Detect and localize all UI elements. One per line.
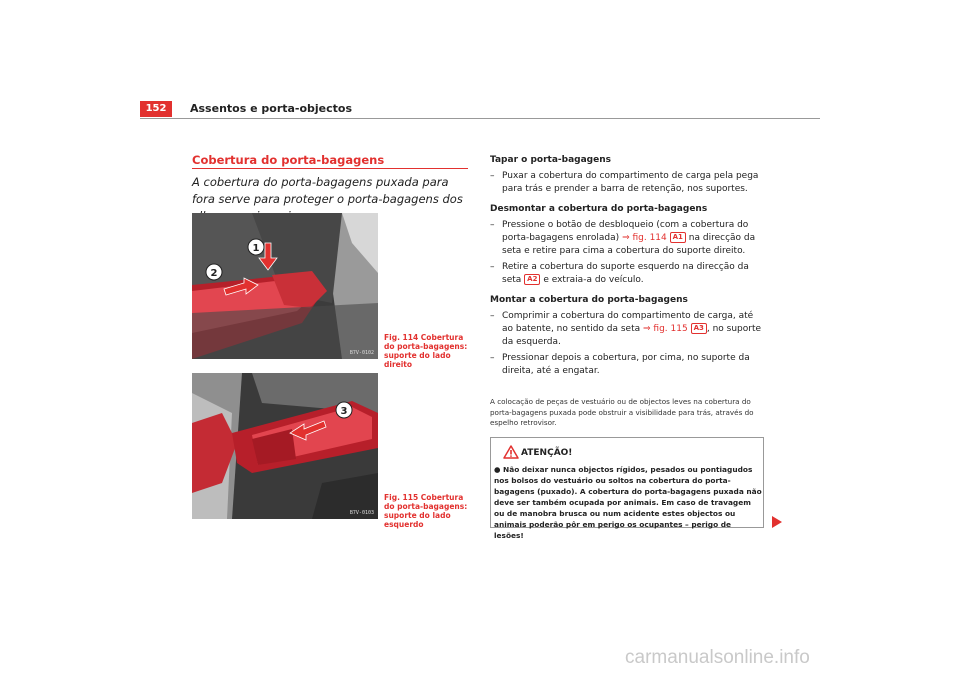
figure-115-callout-3: 3 xyxy=(340,406,348,417)
figure-115-image xyxy=(192,373,378,519)
remove-step-1: – Pressione o botão de desbloqueio (com a cobertura do porta-bagagens enrolada) ⇒ fig. 114 A1 na direcção da seta e retire para cima a cobertura do suporte direito. xyxy=(490,220,756,256)
page-number: 152 xyxy=(140,101,172,117)
install-step-2: – Pressionar depois a cobertura, por cima, no suporte da direita, até a engatar. xyxy=(490,353,750,376)
callout-badge-a3: A3 xyxy=(691,323,707,334)
section-title: Cobertura do porta-bagagens xyxy=(192,153,385,167)
visibility-note: A colocação de peças de vestuário ou de objectos leves na cobertura do porta-bagagens puxada pode obstruir a visibilidade para trás, através do espelho retrovisor. xyxy=(490,397,754,427)
section-divider xyxy=(192,168,468,169)
warning-title: ATENÇÃO! xyxy=(521,448,573,458)
watermark: carmanualsonline.info xyxy=(625,647,810,668)
header-divider xyxy=(140,118,820,119)
remove-heading: Desmontar a cobertura do porta-bagagens xyxy=(490,204,708,214)
warning-triangle-icon xyxy=(503,445,519,459)
close-heading: Tapar o porta-bagagens xyxy=(490,155,611,165)
figure-114-callout-2: 2 xyxy=(210,268,218,279)
install-heading: Montar a cobertura do porta-bagagens xyxy=(490,295,688,305)
procedure-column xyxy=(490,154,765,378)
callout-badge-a2: A2 xyxy=(524,274,540,285)
remove-step-2: – Retire a cobertura do suporte esquerdo na direcção da seta A2 e extraia-a do veículo. xyxy=(490,262,749,285)
warning-box xyxy=(490,437,764,540)
fig-114-link[interactable]: ⇒ fig. 114 xyxy=(622,233,667,243)
section-intro: A cobertura do porta-bagagens puxada para fora serve para proteger o porta-bagagens dos xyxy=(192,175,463,206)
fig-115-link[interactable]: ⇒ fig. 115 xyxy=(643,324,688,334)
figure-114-caption: Fig. 114 Cobertura do porta-bagagens: suporte do lado direito xyxy=(384,333,468,369)
warning-bullet: ● xyxy=(494,465,501,474)
figure-115-caption: Fig. 115 Cobertura do porta-bagagens: suporte do lado esquerdo xyxy=(384,493,468,529)
figure-114-code: B7V-0102 xyxy=(349,350,374,356)
running-header: Assentos e porta-objectos xyxy=(190,102,353,115)
install-step-1: – Comprimir a cobertura do compartimento de carga, até ao batente, no sentido da seta ⇒ fig. 115 A3 , no suporte da esquerda. xyxy=(490,311,762,347)
figure-115-code: B7V-0103 xyxy=(349,510,374,516)
continue-arrow-icon xyxy=(772,516,782,528)
close-step-1: – Puxar a cobertura do compartimento de carga pela pega para trás e prender a barra de retenção, nos suportes. xyxy=(490,171,759,194)
callout-badge-a1: A1 xyxy=(670,232,686,243)
warning-text: ● Não deixar nunca objectos rígidos, pesados ou pontiagudos nos bolsos do vestuário ou soltos na cobertura do porta-bagagens (puxado). A cobertura do porta-bagagens puxada não deve ser também ocupada por animais. Em caso de travagem ou de manobra brusca ou num acidente estes objectos ou animais poderão pôr em perigo os ocupantes – perigo de lesões! xyxy=(494,465,762,540)
figure-114-image xyxy=(192,213,378,359)
figure-114-callout-1: 1 xyxy=(252,243,260,254)
